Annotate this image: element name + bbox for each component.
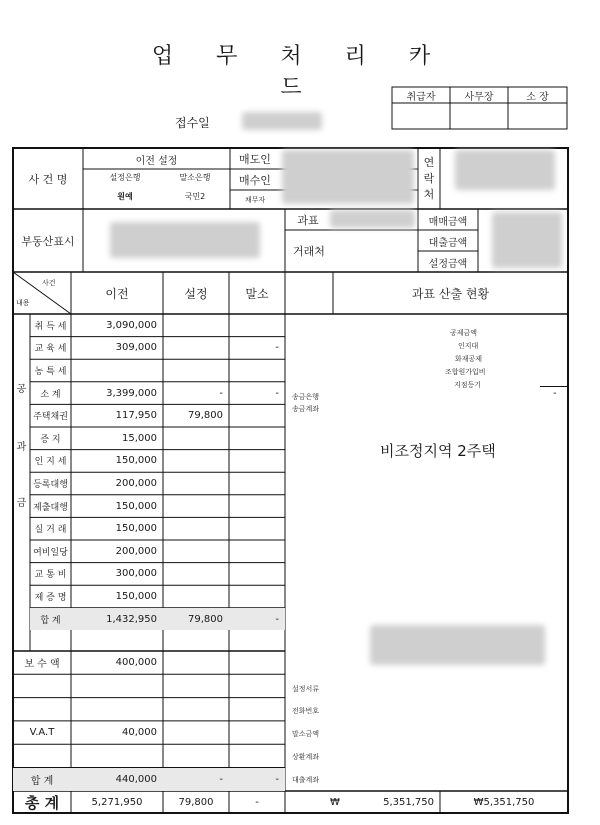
row-transfer: 3,090,000 xyxy=(106,319,157,331)
tax-base-redacted xyxy=(330,210,415,228)
receipt-date-redacted xyxy=(242,112,322,130)
row-setting: 79,800 xyxy=(163,608,229,631)
row-label: 소 계 xyxy=(40,389,61,400)
fee-row-transfer: 440,000 xyxy=(71,768,163,791)
row-transfer: 15,000 xyxy=(122,432,157,444)
approval-director: 소 장 xyxy=(526,91,549,103)
row-label: 인 지 세 xyxy=(34,457,67,468)
row-setting xyxy=(163,563,229,586)
party-names-redacted xyxy=(282,150,414,204)
row-setting xyxy=(163,517,229,540)
trade-partner-label: 거래처 xyxy=(293,245,325,258)
row-setting xyxy=(163,585,229,608)
amounts-redacted xyxy=(492,212,562,268)
fee-row-setting xyxy=(163,744,229,767)
row-cancel xyxy=(229,540,285,563)
row-transfer: 117,950 xyxy=(115,410,157,422)
repayment-account-label: 상환계좌 xyxy=(292,753,320,761)
row-cancel: - xyxy=(275,342,279,354)
row-transfer: 200,000 xyxy=(115,545,157,557)
fee-row-setting xyxy=(163,674,229,697)
row-transfer: 309,000 xyxy=(115,342,157,354)
row-cancel xyxy=(229,359,285,382)
row-setting xyxy=(163,495,229,518)
fee-row-label: 합 계 xyxy=(13,768,71,791)
setting-bank-value: 원예 xyxy=(117,191,133,201)
fee-row-cancel: - xyxy=(229,768,285,791)
calc-item-stamp: 인지대 xyxy=(458,342,479,350)
row-label: 여비일당 xyxy=(33,547,68,558)
row-cancel xyxy=(229,314,285,337)
row-label: 제 증 명 xyxy=(34,592,67,603)
seller-label: 매도인 xyxy=(239,153,271,166)
calc-status-header: 과표 산출 현황 xyxy=(411,286,490,301)
calc-dash: - xyxy=(553,388,557,399)
fee-row-label xyxy=(13,744,71,767)
property-redacted xyxy=(110,222,260,258)
approval-office-manager: 사무장 xyxy=(464,91,494,103)
col-transfer: 이전 xyxy=(105,286,129,301)
sale-amount-label: 매매금액 xyxy=(428,216,468,228)
fee-row-transfer xyxy=(71,698,163,721)
row-transfer: 150,000 xyxy=(115,523,157,535)
receipt-date-label: 접수일 xyxy=(175,116,210,130)
fee-row-setting: - xyxy=(163,768,229,791)
payment-bank-label: 송금은행 xyxy=(292,393,320,401)
row-label: 교 육 세 xyxy=(34,344,67,355)
row-cancel xyxy=(229,404,285,427)
loan-amount-label: 대출금액 xyxy=(428,237,468,249)
row-setting xyxy=(163,359,229,382)
row-cancel xyxy=(229,427,285,450)
row-label: 등록대행 xyxy=(33,479,68,490)
fee-row-cancel xyxy=(229,674,285,697)
row-cancel xyxy=(229,450,285,473)
row-transfer: 150,000 xyxy=(115,590,157,602)
row-label: 합 계 xyxy=(30,608,71,631)
row-setting xyxy=(163,450,229,473)
grand-total-cancel: - xyxy=(255,796,259,808)
calc-item-fire-insurance: 화재공제 xyxy=(455,355,483,363)
tax-base-label: 과표 xyxy=(297,214,319,227)
property-label: 부동산표시 xyxy=(21,234,75,248)
debtor-label: 채무자 xyxy=(244,196,266,204)
group-label-2: 과 xyxy=(16,441,27,453)
row-label: 농 특 세 xyxy=(34,366,67,377)
fee-row-transfer xyxy=(71,674,163,697)
payment-account-label: 송금계좌 xyxy=(292,405,320,413)
fee-row-setting xyxy=(163,651,229,674)
row-cancel xyxy=(229,563,285,586)
cancel-bank-label: 말소은행 xyxy=(179,172,211,182)
fee-row-cancel xyxy=(229,721,285,744)
header-case-small: 사건 xyxy=(42,279,56,287)
note-text: 비조정지역 2주택 xyxy=(380,442,496,460)
fee-row-setting xyxy=(163,698,229,721)
setting-amount-label: 설정금액 xyxy=(428,258,468,270)
row-transfer xyxy=(71,359,163,382)
fee-row-label xyxy=(13,698,71,721)
grand-total-with-sign: ₩5,351,750 xyxy=(473,796,535,808)
fee-row-transfer xyxy=(71,744,163,767)
grand-total-amount: 5,351,750 xyxy=(383,796,434,808)
buyer-label: 매수인 xyxy=(239,174,271,187)
row-label: 실 거 래 xyxy=(34,525,67,536)
calc-item-branch-registration: 지점등기 xyxy=(454,381,482,389)
approval-handler: 취급자 xyxy=(406,91,436,103)
row-label: 주택채권 xyxy=(33,412,68,423)
row-transfer: 3,399,000 xyxy=(106,387,157,399)
fee-row-cancel xyxy=(229,698,285,721)
cancel-amount-label: 말소금액 xyxy=(292,730,320,738)
col-setting: 설정 xyxy=(184,286,208,301)
row-cancel xyxy=(229,472,285,495)
row-cancel xyxy=(229,585,285,608)
row-transfer: 150,000 xyxy=(115,500,157,512)
row-cancel xyxy=(229,495,285,518)
row-cancel xyxy=(229,517,285,540)
row-transfer: 1,432,950 xyxy=(71,608,163,631)
fee-row-cancel xyxy=(229,744,285,767)
grand-total-label: 총 계 xyxy=(24,793,60,812)
calc-item-union-fee: 조합원가입비 xyxy=(445,368,486,376)
fee-row-transfer: 40,000 xyxy=(122,727,157,739)
row-cancel: - xyxy=(229,608,285,631)
phone-label: 전화번호 xyxy=(292,707,320,715)
page-title: 업 무 처 리 카 드 xyxy=(151,44,449,100)
row-setting xyxy=(163,540,229,563)
fee-row-cancel xyxy=(229,651,285,674)
row-transfer: 200,000 xyxy=(115,477,157,489)
transfer-setting-label: 이전 설정 xyxy=(135,155,178,167)
row-label: 제출대행 xyxy=(33,502,68,513)
row-label: 증 지 xyxy=(40,434,61,445)
row-setting xyxy=(163,427,229,450)
contact-redacted xyxy=(455,150,555,190)
col-cancel: 말소 xyxy=(245,286,269,301)
case-name-label: 사 건 명 xyxy=(28,172,68,186)
fee-row-label xyxy=(13,674,71,697)
grand-total-setting: 79,800 xyxy=(178,796,214,808)
calc-divider xyxy=(540,386,568,387)
row-setting xyxy=(163,472,229,495)
setting-bank-label: 설정은행 xyxy=(109,172,141,182)
group-label-3: 금 xyxy=(16,497,27,509)
row-label: 취 득 세 xyxy=(34,321,67,332)
row-setting xyxy=(163,337,229,360)
calc-item-deduction: 공제금액 xyxy=(450,329,478,337)
row-setting xyxy=(163,314,229,337)
header-content-small: 내용 xyxy=(16,299,30,307)
fee-row-label: V.A.T xyxy=(29,727,55,739)
right-panel-redacted xyxy=(370,625,545,665)
fee-row-label: 보 수 액 xyxy=(24,659,60,671)
fee-row-setting xyxy=(163,721,229,744)
row-transfer: 150,000 xyxy=(115,455,157,467)
group-label-1: 공 xyxy=(16,383,27,395)
contact-label: 연 락 처 xyxy=(423,156,435,201)
row-cancel: - xyxy=(275,387,279,399)
loan-account-label: 대출계좌 xyxy=(292,776,320,784)
row-setting: 79,800 xyxy=(188,410,223,422)
setting-docs-label: 설정서류 xyxy=(292,685,320,693)
fee-row-transfer: 400,000 xyxy=(115,657,157,669)
row-transfer: 300,000 xyxy=(115,568,157,580)
row-setting: - xyxy=(219,387,223,399)
row-label: 교 통 비 xyxy=(34,570,67,581)
cancel-bank-value: 국민2 xyxy=(184,191,206,201)
won-sign: ₩ xyxy=(330,796,340,808)
grand-total-transfer: 5,271,950 xyxy=(91,796,143,808)
